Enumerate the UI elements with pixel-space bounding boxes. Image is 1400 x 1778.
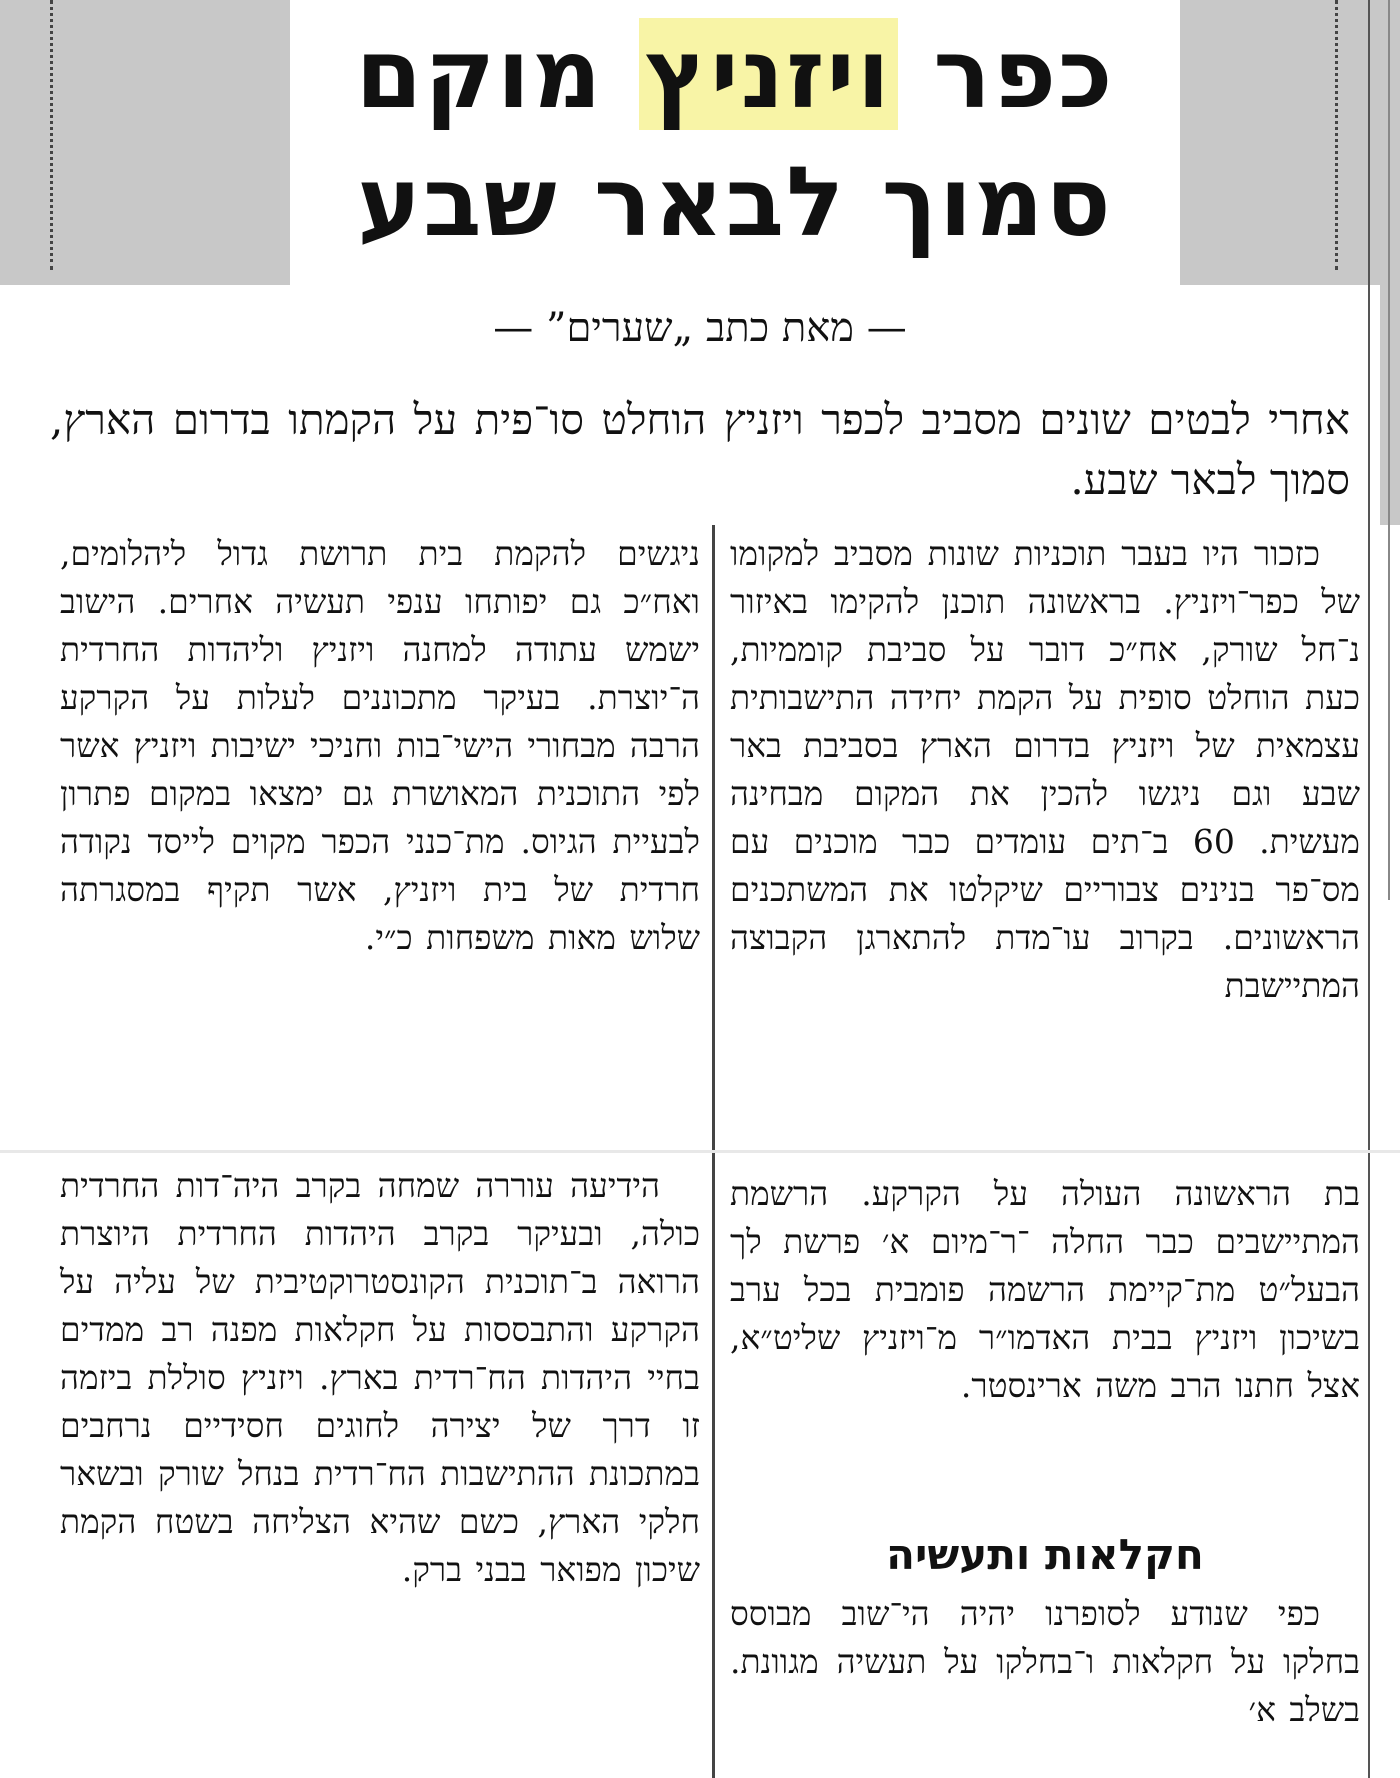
headline-line-2: סמוך לבאר שבע	[357, 146, 1113, 258]
headline-line-1-end: מוקם	[355, 18, 639, 130]
page-rule-right	[1368, 0, 1370, 1778]
page-rule-far	[1388, 0, 1390, 900]
lede-paragraph: אחרי לבטים שונים מסביב לכפר ויזניץ הוחלט סו־פית על הקמתו בדרום הארץ, סמוך לבאר שבע.	[50, 395, 1350, 504]
scan-margin-right	[1180, 0, 1400, 285]
headline-line-1-start: כפר	[897, 18, 1115, 130]
headline	[290, 10, 1180, 266]
right-column-part-b: בת הראשונה העולה על הקרקע. הרשמת המתיישבים כבר החלה ־ר־מיום א׳ פרשת לך הבעל״ט מת־קיימת הרשמה פומבית בכל ערב בשיכון ויזניץ בבית האדמו״ר מ־ויזניץ שליט״א, אצל חתנו הרב משה ארינסטר.	[730, 1174, 1360, 1405]
byline: — מאת כתב „שערים” —	[493, 305, 907, 351]
scan-strip	[1380, 0, 1400, 525]
headline-line-1	[290, 10, 1180, 138]
section-subhead: חקלאות ותעשיה	[886, 1530, 1204, 1579]
right-column-part-c: כפי שנודע לסופרנו יהיה הי־שוב מבוסס בחלקו על חקלאות ו־בחלקו על תעשיה מגוונת. בשלב א׳	[730, 1594, 1360, 1729]
left-column-part-b: הידיעה עוררה שמחה בקרב היה־דות החרדית כולה, ובעיקר בקרב היהדות החרדית היוצרת הרואה ב־תוכנית הקונסטרוקטיבית של עליה על הקרקע והתבססות על חקלאות מפנה רב ממדים בחיי היהדות הח־רדית בארץ. ויזניץ סוללת ביזמה זו דרך של יצירה לחוגים חסידיים נרחבים במתכונת ההתישבות הח־רדית בנחל שורק ובשאר חלקי הארץ, כשם שהיא הצליחה בשטח הקמת שיכון מפואר בבני ברק.	[60, 1166, 700, 1589]
decorative-border-left	[50, 0, 67, 270]
right-column-part-a: כזכור היו בעבר תוכניות שונות מסביב למקומו של כפר־ויזניץ. בראשונה תוכנן להקימו באיזור נ־חל שורק, אח״כ דובר על סביבת קוממיות, כעת הוחלט סופית על הקמת יחידה התישבותית עצמאית של ויזניץ בדרום הארץ בסביבת באר שבע וגם ניגשו להכין את המקום מבחינה מעשית. 60 ב־תים עומדים כבר מוכנים עם מס־פר בנינים צבוריים שיקלטו את המשתכנים הראשונים. בקרוב עו־מדת להתארגן הקבוצה המתיישבת	[730, 534, 1360, 1005]
decorative-border-right	[1335, 0, 1352, 270]
search-highlight: ויזניץ	[639, 18, 898, 130]
left-column-part-a: ניגשים להקמת בית תרושת גדול ליהלומים, ואח״כ גם יפותחו ענפי תעשיה אחרים. הישוב ישמש עתודה למחנה ויזניץ וליהדות החרדית ה־יוצרת. בעיקר מתכוננים לעלות על הקרקע הרבה מבחורי הישי־בות וחניכי ישיבות ויזניץ אשר לפי התוכנית המאושרת גם ימצאו במקום פתרון לבעיית הגיוס. מת־כנני הכפר מקוים לייסד נקודה חרדית של בית ויזניץ, אשר תקיף במסגרתה שלוש מאות משפחות כ״י.	[60, 534, 700, 957]
scan-margin-left	[0, 0, 290, 285]
scan-seam	[0, 1150, 1400, 1153]
